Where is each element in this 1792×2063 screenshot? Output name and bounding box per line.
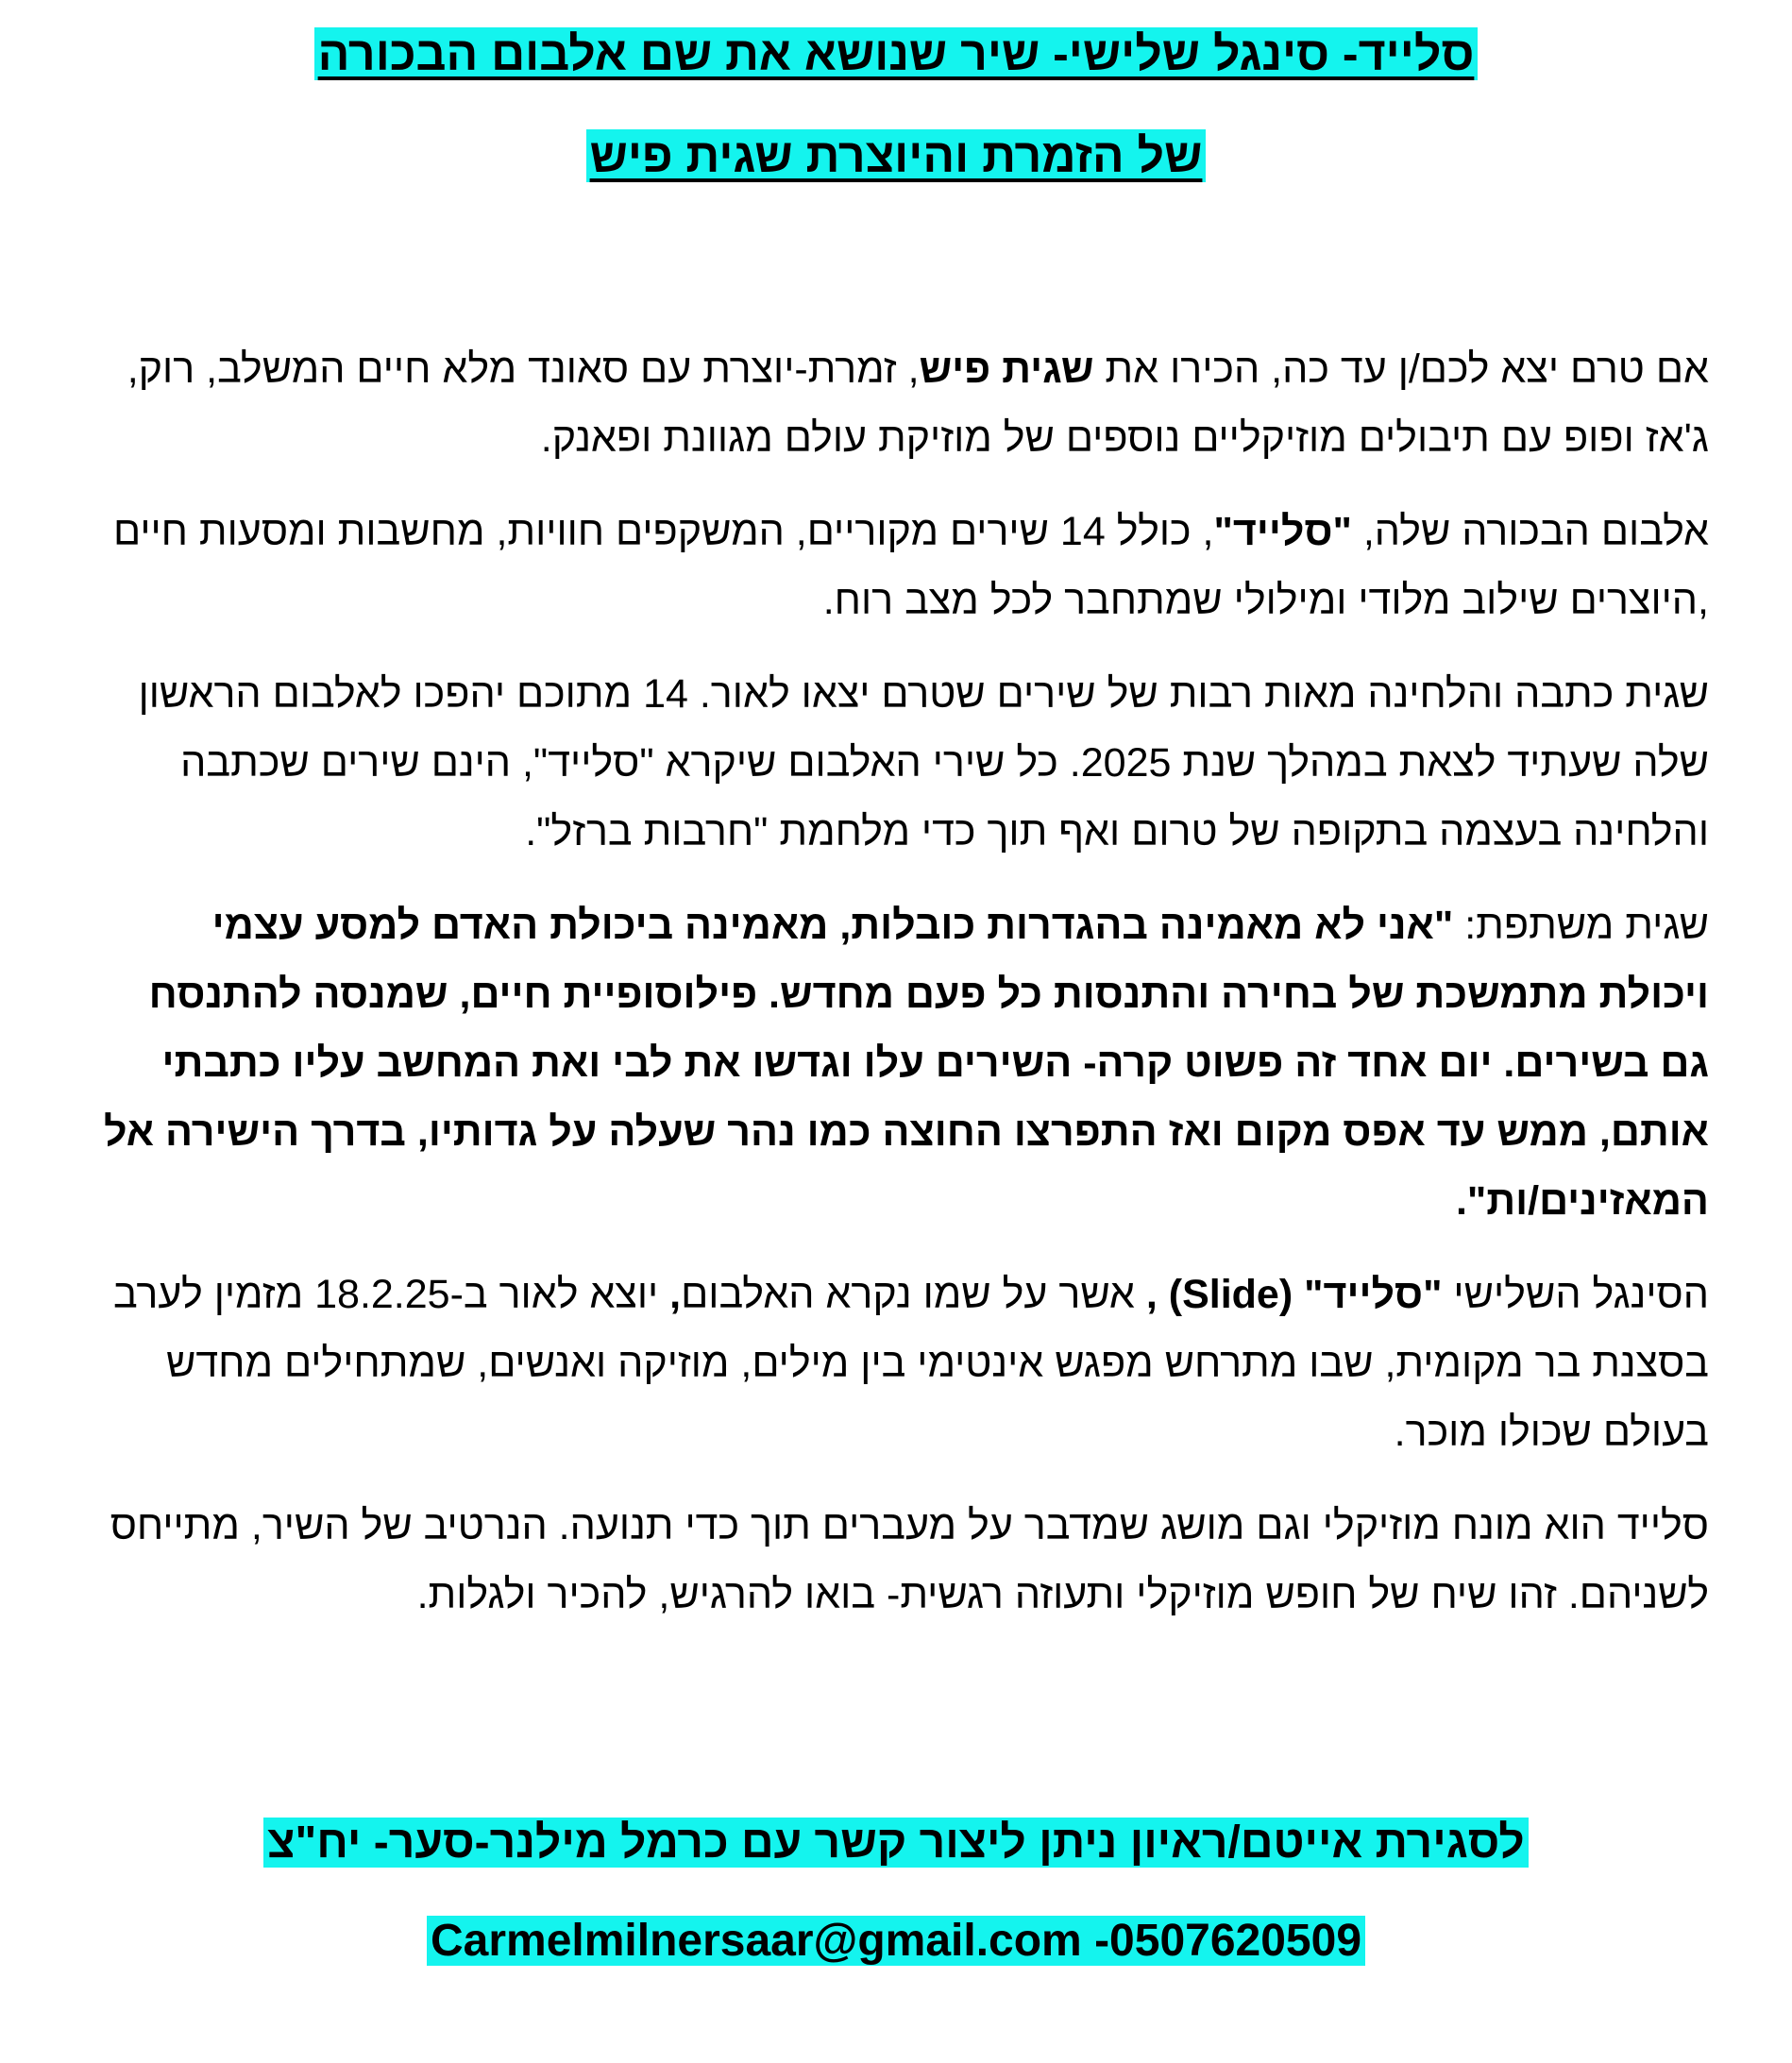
p5-text-c	[1293, 1272, 1304, 1317]
artist-quote: "אני לא מאמינה בהגדרות כובלות, מאמינה ביכולת האדם למסע עצמי ויכולת מתמשכת של בחירה והתנסות כל פעם מחדש. פילוסופיית חיים, שמנסה להתנסח גם בשירים. יום אחד זה פשוט קרה- השירים עלו וגדשו את לבי ואת המחשב עליו כתבתי אותם, ממש עד אפס מקום ואז התפרצו החוצה כמו נהר שעלה על גדותיו, בדרך הישירה אל המאזינים/ות".	[103, 903, 1709, 1224]
title-line-1-text: סלייד- סינגל שלישי- שיר שנושא את שם אלבום הבכורה	[314, 27, 1479, 80]
paragraph-songs	[102, 660, 1709, 867]
p2-text-c: , כולל 14 שירים מקוריים, המשקפים חוויות, מחשבות ומסעות חיים ,היוצרים שילוב מלודי ומילולי שמתחבר לכל מצב רוח.	[113, 509, 1709, 623]
contact-email-phone[interactable]: Carmelmilnersaar@gmail.com -0507620509	[427, 1916, 1365, 1966]
single-name: "סלייד"	[1304, 1272, 1443, 1317]
title-line-2	[0, 125, 1792, 187]
single-name-english: (Slide)	[1168, 1272, 1293, 1317]
paragraph-intro	[102, 335, 1709, 473]
p1-text-c: , זמרת-יוצרת עם סאונד מלא חיים המשלב, רוק, ג'אז ופופ עם תיבולים מוזיקליים נוספים של מוזיקת עולם מגוונת ופאנק.	[127, 347, 1709, 461]
p3-text: שגית כתבה והלחינה מאות רבות של שירים שטרם יצאו לאור. 14 מתוכם יהפכו לאלבום הראשון שלה שעתיד לצאת במהלך שנת 2025. כל שירי האלבום שיקרא "סלייד", הינם שירים שכתבה והלחינה בעצמה בתקופה של טרום ואף תוך כדי מלחמת "חרבות ברזל".	[138, 671, 1709, 854]
p4-text-a: שגית משתפת:	[1453, 903, 1709, 948]
p5-text-g: אשר על שמו נקרא האלבום	[681, 1272, 1146, 1317]
p1-text-a: אם טרם יצא לכם/ן עד כה, הכירו את	[1093, 347, 1709, 392]
title-line-1	[0, 23, 1792, 85]
p5-text-i: יוצא לאור ב-18.2.25 מזמין לערב בסצנת בר מקומית, שבו מתרחש מפגש אינטימי בין מילים, מוזיקה ואנשים, שמתחילים מחדש בעולם שכולו מוכר.	[112, 1272, 1709, 1455]
album-name: "סלייד"	[1213, 509, 1352, 554]
title-line-2-text: של הזמרת והיוצרת שגית פיש	[586, 129, 1207, 182]
artist-name: שגית פיש	[919, 347, 1094, 392]
p5-text-e	[1158, 1272, 1169, 1317]
article-body	[102, 335, 1709, 1654]
contact-line-text: לסגירת אייטם/ראיון ניתן ליצור קשר עם כרמל מילנר-סער- יח"צ	[263, 1818, 1528, 1868]
paragraph-quote	[102, 891, 1709, 1236]
paragraph-album	[102, 498, 1709, 635]
paragraph-single	[102, 1260, 1709, 1467]
p5-text-a: הסינגל השלישי	[1442, 1272, 1709, 1317]
paragraph-slide-meaning	[102, 1492, 1709, 1630]
contact-line	[0, 1811, 1792, 1875]
p5-comma-1: ,	[1145, 1272, 1158, 1317]
p6-text: סלייד הוא מונח מוזיקלי וגם מושג שמדבר על מעברים תוך כדי תנועה. הנרטיב של השיר, מתייחס לשניהם. זהו שיח של חופש מוזיקלי ותעוזה רגשית- בואו להרגיש, להכיר ולגלות.	[110, 1503, 1709, 1617]
contact-details	[0, 1909, 1792, 1973]
p2-text-a: אלבום הבכורה שלה,	[1351, 509, 1709, 554]
p5-comma-2: ,	[669, 1272, 682, 1317]
